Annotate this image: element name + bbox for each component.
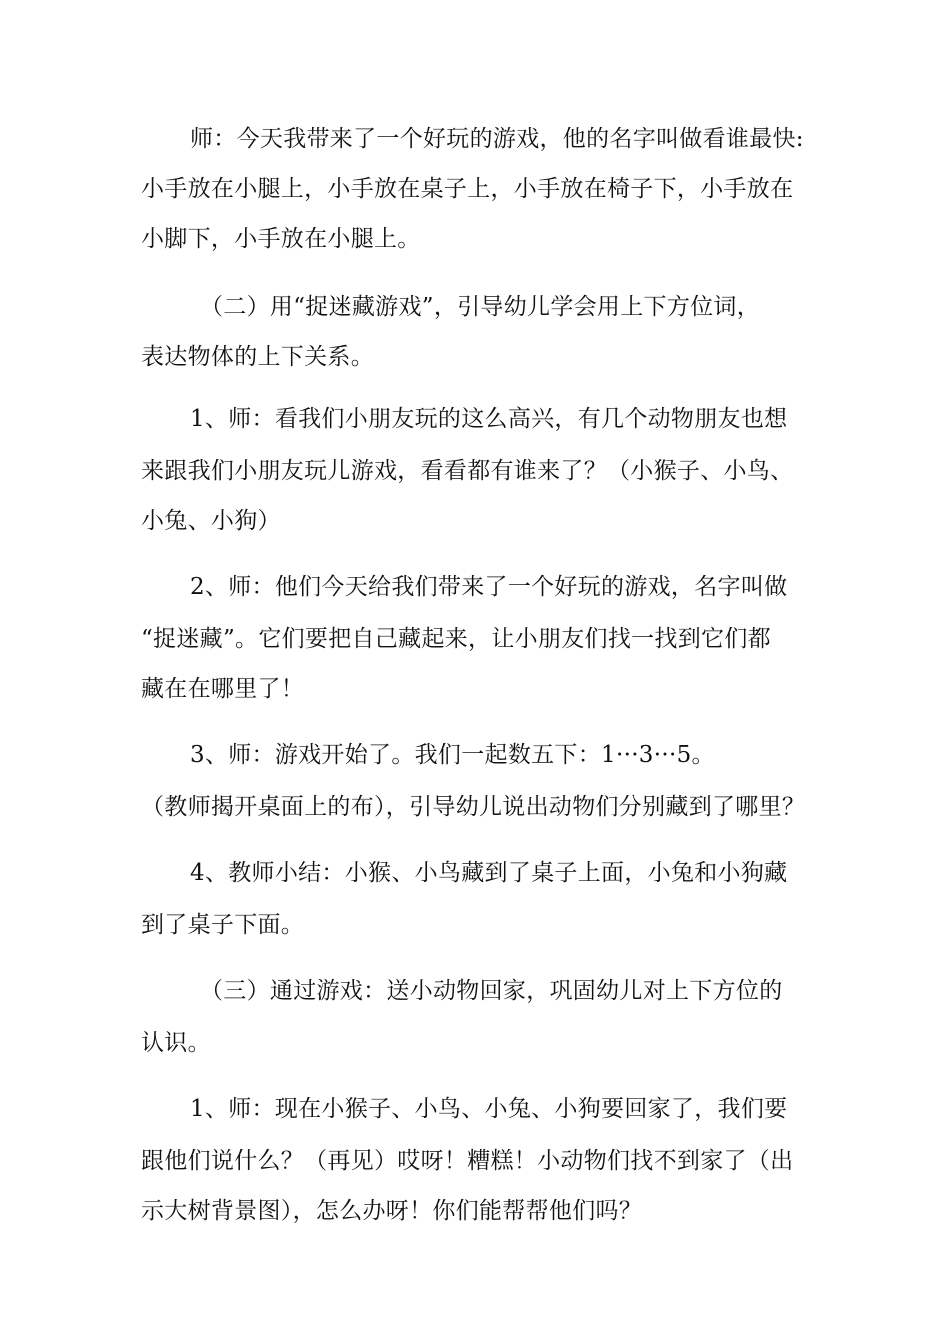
paragraph-2-line-2: 表达物体的上下关系。	[141, 344, 374, 370]
paragraph-7-line-2: 认识。	[141, 1030, 211, 1056]
paragraph-2-line-1: （二）用“捉迷藏游戏”，引导幼儿学会用上下方位词，	[200, 294, 761, 320]
paragraph-1-line-1: 师：今天我带来了一个好玩的游戏，他的名字叫做看谁最快:	[190, 126, 804, 152]
paragraph-3-line-1: 1、师：看我们小朋友玩的这么高兴，有几个动物朋友也想	[190, 406, 788, 432]
paragraph-4-line-3: 藏在在哪里了！	[141, 676, 305, 702]
paragraph-1-line-3: 小脚下，小手放在小腿上。	[141, 226, 421, 252]
paragraph-3-line-2: 来跟我们小朋友玩儿游戏，看看都有谁来了？（小猴子、小鸟、	[141, 458, 794, 484]
paragraph-1-line-2: 小手放在小腿上，小手放在桌子上，小手放在椅子下，小手放在	[141, 176, 794, 202]
paragraph-5-line-1: 3、师：游戏开始了。我们一起数五下：1···3···5。	[190, 742, 715, 768]
paragraph-8-line-2: 跟他们说什么？（再见）哎呀！糟糕！小动物们找不到家了（出	[141, 1148, 794, 1174]
paragraph-8-line-1: 1、师：现在小猴子、小鸟、小兔、小狗要回家了，我们要	[190, 1096, 788, 1122]
paragraph-7-line-1: （三）通过游戏：送小动物回家，巩固幼儿对上下方位的	[200, 978, 783, 1004]
paragraph-3-line-3: 小兔、小狗）	[141, 508, 281, 534]
paragraph-6-line-2: 到了桌子下面。	[141, 912, 305, 938]
paragraph-6-line-1: 4、教师小结：小猴、小鸟藏到了桌子上面，小兔和小狗藏	[190, 860, 788, 886]
paragraph-4-line-1: 2、师：他们今天给我们带来了一个好玩的游戏，名字叫做	[190, 574, 788, 600]
paragraph-5-line-2: （教师揭开桌面上的布），引导幼儿说出动物们分别藏到了哪里？	[141, 794, 806, 820]
paragraph-8-line-3: 示大树背景图），怎么办呀！你们能帮帮他们吗？	[141, 1198, 643, 1224]
paragraph-4-line-2: “捉迷藏”。它们要把自己藏起来，让小朋友们找一找到它们都	[141, 626, 771, 652]
